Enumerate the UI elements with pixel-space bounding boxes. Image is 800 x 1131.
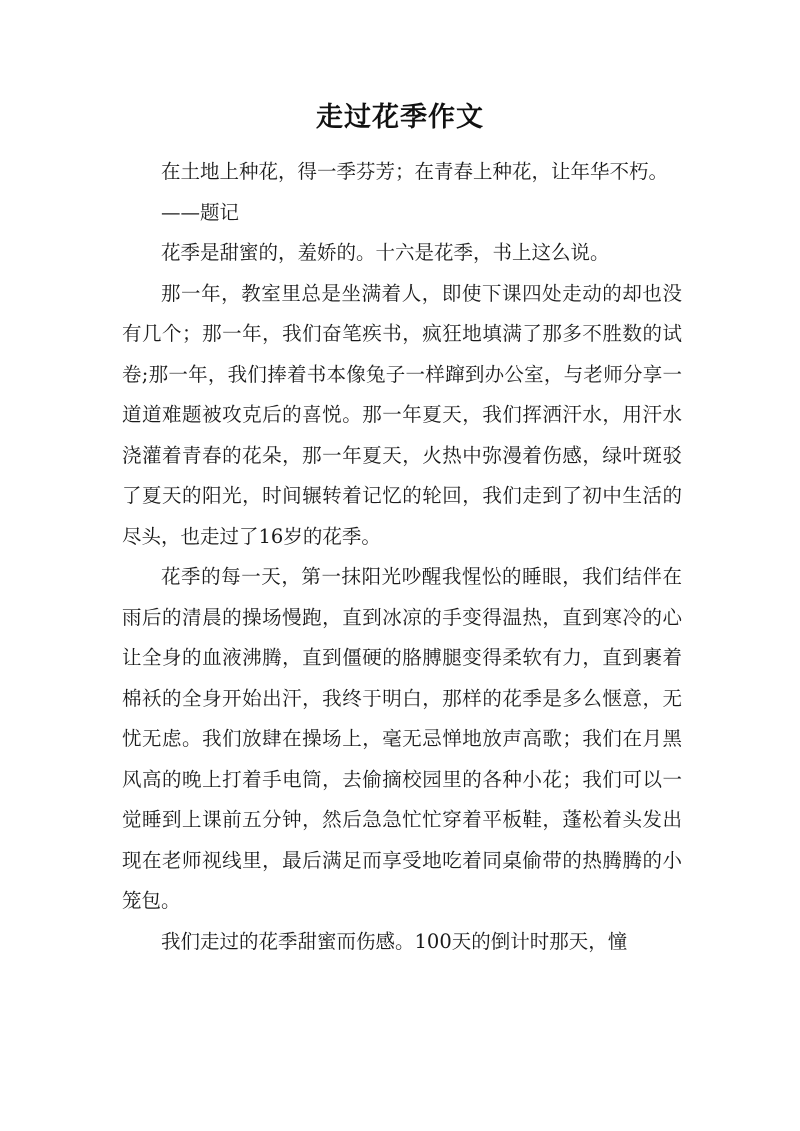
paragraph-that-year: 那一年，教室里总是坐满着人，即使下课四处走动的却也没有几个；那一年，我们奋笔疾书，疯狂地填满了那多不胜数的试卷;那一年，我们捧着书本像兔子一样蹿到办公室，与老师分享一道道难题被攻克后的喜悦。那一年夏天，我们挥洒汗水，用汗水浇灌着青春的花朵，那一年夏天，火热中弥漫着伤感，绿叶斑驳了夏天的阳光，时间辗转着记忆的轮回，我们走到了初中生活的尽头，也走过了16岁的花季。 bbox=[122, 281, 682, 548]
paragraph-intro: 在土地上种花，得一季芬芳；在青春上种花，让年华不朽。 bbox=[161, 160, 669, 183]
paragraph-epigraph-note: ——题记 bbox=[161, 200, 240, 224]
paragraph-countdown: 我们走过的花季甜蜜而伤感。100天的倒计时那天，憧 bbox=[161, 929, 628, 953]
document-title: 走过花季作文 bbox=[316, 102, 484, 133]
document-body bbox=[122, 152, 682, 962]
paragraph-flower-season: 花季是甜蜜的，羞娇的。十六是花季，书上这么说。 bbox=[161, 241, 610, 264]
paragraph-every-day: 花季的每一天，第一抹阳光吵醒我惺忪的睡眼，我们结伴在雨后的清晨的操场慢跑，直到冰凉的手变得温热，直到寒冷的心让全身的血液沸腾，直到僵硬的胳膊腿变得柔软有力，直到裹着棉袄的全身开始出汗，我终于明白，那样的花季是多么惬意，无忧无虑。我们放肆在操场上，毫无忌惮地放声高歌；我们在月黑风高的晚上打着手电筒，去偷摘校园里的各种小花；我们可以一觉睡到上课前五分钟，然后急急忙忙穿着平板鞋，蓬松着头发出现在老师视线里，最后满足而享受地吃着同桌偷带的热腾腾的小笼包。 bbox=[122, 565, 682, 912]
